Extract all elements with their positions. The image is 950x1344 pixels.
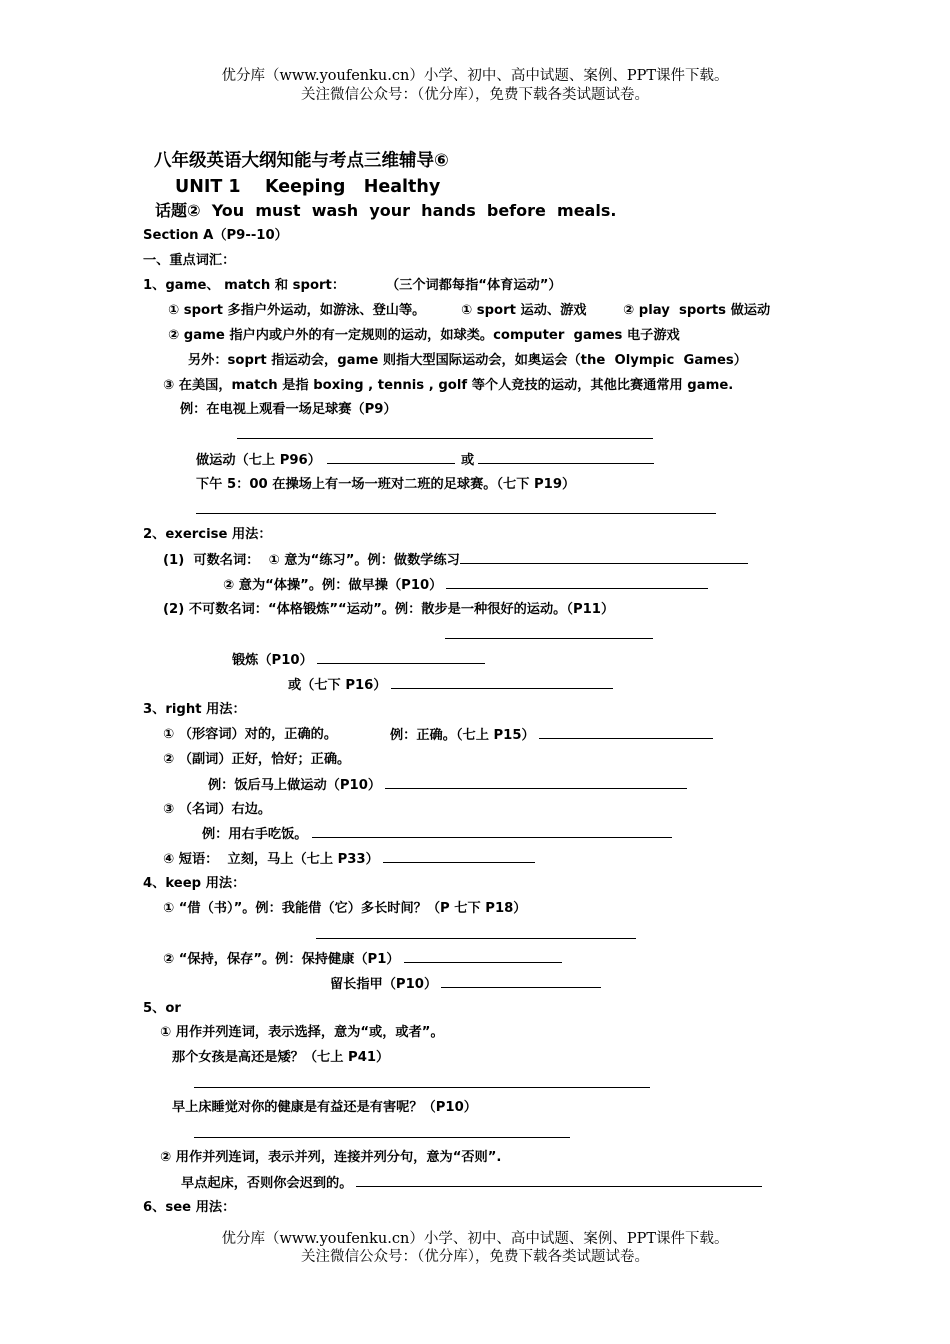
- s4-a: ① “借（书）”。例：我能借（它）多长时间？（P 七下 P18）: [163, 901, 527, 916]
- answer-blank[interactable]: [539, 726, 713, 739]
- s1-d: ③ 在美国，match 是指 boxing , tennis , golf 等个人竞技的运动，其他比赛通常用 game.: [163, 378, 734, 393]
- s1-a3: ② play sports 做运动: [623, 303, 771, 318]
- unit-title: UNIT 1 Keeping Healthy: [175, 177, 441, 197]
- answer-blank[interactable]: [385, 776, 687, 789]
- s1-e: 例：在电视上观看一场足球赛（P9）: [180, 402, 397, 417]
- topic-title: 话题② You must wash your hands before meals.: [155, 201, 617, 220]
- page-header-line1: 优分库（www.youfenku.cn）小学、初中、高中试题、案例、PPT课件下载。: [221, 68, 729, 84]
- s3-e: 例：用右手吃饭。: [202, 825, 672, 844]
- s3-d: ③ （名词）右边。: [163, 802, 272, 817]
- s5-heading: 5、or: [143, 1001, 181, 1016]
- s3-a2: 例：正确。（七上 P15）: [390, 726, 713, 745]
- doc-title: 八年级英语大纲知能与考点三维辅导⑥: [154, 151, 449, 171]
- s4-heading: 4、keep 用法：: [143, 876, 246, 891]
- s2-a: (1) 可数名词： ① 意为“练习”。例：做数学练习: [163, 551, 748, 570]
- s1-a1: ① sport 多指户外运动，如游泳、登山等。: [168, 303, 426, 318]
- s3-f: ④ 短语： 立刻，马上（七上 P33）: [163, 850, 535, 869]
- s2-heading: 2、exercise 用法：: [143, 527, 272, 542]
- s1-g: 下午 5：00 在操场上有一场一班对二班的足球赛。（七下 P19）: [196, 477, 576, 492]
- s1-a2: ① sport 运动、游戏: [461, 303, 587, 318]
- answer-blank[interactable]: [441, 975, 601, 988]
- answer-blank[interactable]: [316, 938, 636, 939]
- answer-blank[interactable]: [460, 551, 748, 564]
- answer-blank[interactable]: [237, 438, 653, 439]
- s2-e: 或（七下 P16）: [288, 676, 613, 695]
- s3-b: ② （副词）正好，恰好；正确。: [163, 752, 351, 767]
- s1-heading: 1、game、 match 和 sport：: [143, 278, 346, 293]
- page-footer-line2: 关注微信公众号：（优分库），免费下载各类试题试卷。: [301, 1249, 649, 1265]
- s3-c: 例：饭后马上做运动（P10）: [208, 776, 687, 795]
- answer-blank[interactable]: [356, 1174, 762, 1187]
- answer-blank[interactable]: [194, 1087, 650, 1088]
- s1-note: （三个词都每指“体育运动”）: [386, 278, 562, 293]
- answer-blank[interactable]: [383, 850, 535, 863]
- s3-heading: 3、right 用法：: [143, 702, 246, 717]
- s5-b: 那个女孩是高还是矮？（七上 P41）: [172, 1050, 390, 1065]
- answer-blank[interactable]: [446, 576, 708, 589]
- page-header-line2: 关注微信公众号：（优分库），免费下载各类试题试卷。: [301, 87, 649, 103]
- s4-b: ② “保持，保存”。例：保持健康（P1）: [163, 950, 562, 969]
- s5-d: ② 用作并列连词，表示并列，连接并列分句，意为“否则”.: [160, 1150, 502, 1165]
- answer-blank[interactable]: [404, 950, 562, 963]
- s2-b: ② 意为“体操”。例：做早操（P10）: [223, 576, 708, 595]
- page-footer-line1: 优分库（www.youfenku.cn）小学、初中、高中试题、案例、PPT课件下载。: [221, 1231, 729, 1247]
- answer-blank[interactable]: [327, 451, 455, 464]
- answer-blank[interactable]: [196, 513, 716, 514]
- s3-a1: ① （形容词）对的，正确的。: [163, 727, 338, 742]
- answer-blank[interactable]: [312, 825, 672, 838]
- s5-a: ① 用作并列连词，表示选择，意为“或，或者”。: [160, 1025, 444, 1040]
- s1-b: ② game 指户内或户外的有一定规则的运动，如球类。computer games 电子游戏: [168, 328, 680, 343]
- s2-d: 锻炼（P10）: [232, 651, 485, 670]
- s5-e: 早点起床，否则你会迟到的。: [181, 1174, 762, 1193]
- answer-blank[interactable]: [478, 451, 654, 464]
- answer-blank[interactable]: [445, 638, 653, 639]
- s4-c: 留长指甲（P10）: [330, 975, 601, 994]
- s6-heading: 6、see 用法：: [143, 1200, 236, 1215]
- answer-blank[interactable]: [194, 1137, 570, 1138]
- s1-f1: 做运动（七上 P96）: [196, 451, 455, 470]
- s1-f2: 或: [461, 451, 654, 470]
- s5-c: 早上床睡觉对你的健康是有益还是有害呢？（P10）: [172, 1100, 477, 1115]
- s2-c: (2) 不可数名词：“体格锻炼”“运动”。例：散步是一种很好的运动。（P11）: [163, 602, 615, 617]
- vocab-heading: 一、重点词汇：: [143, 253, 236, 268]
- section-title: Section A（P9--10）: [143, 228, 288, 243]
- answer-blank[interactable]: [391, 676, 613, 689]
- s1-c: 另外：soprt 指运动会，game 则指大型国际运动会，如奥运会（the Olympic Games）: [188, 353, 747, 368]
- answer-blank[interactable]: [317, 651, 485, 664]
